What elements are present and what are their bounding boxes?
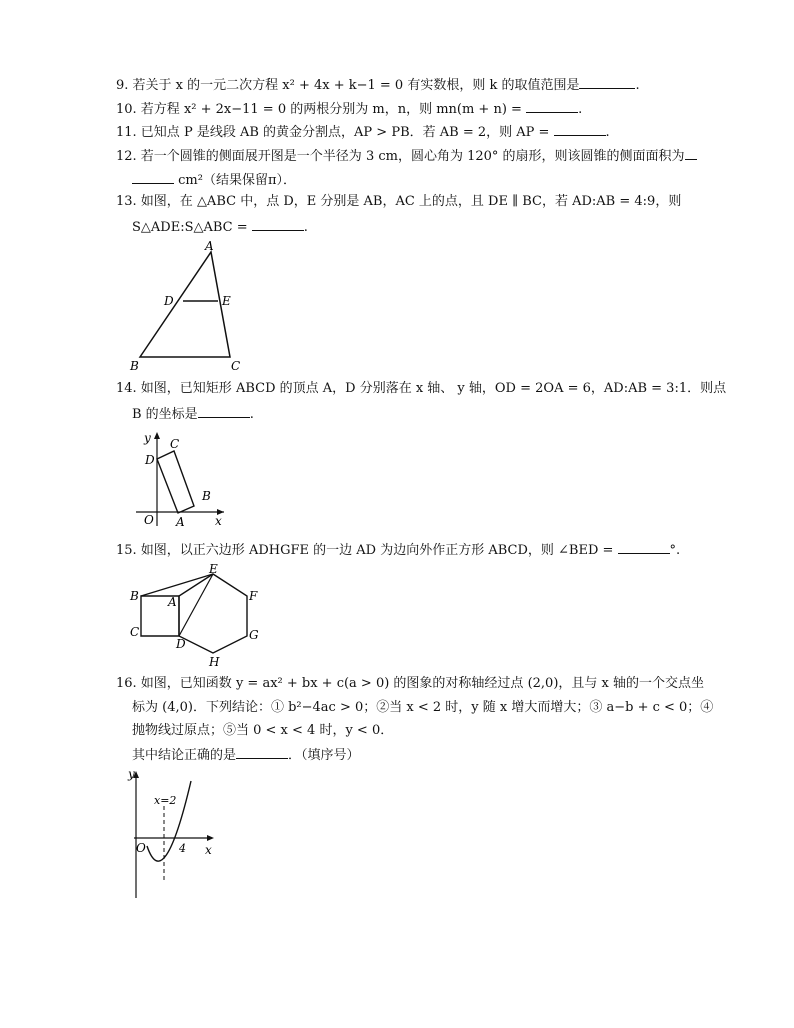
question-10 <box>116 100 582 118</box>
label-x: x <box>215 514 222 528</box>
label-C: C <box>231 359 241 373</box>
label-four: 4 <box>179 842 186 855</box>
question-9-tail: . <box>635 78 640 93</box>
label-D: D <box>164 294 174 308</box>
label-A: A <box>205 239 214 253</box>
hexagon-square-figure <box>126 562 266 672</box>
answer-blank-13[interactable] <box>252 218 304 231</box>
question-15-text: 15. 如图，以正六边形 ADHGFE 的一边 AD 为边向外作正方形 ABCD，则 ∠BED = <box>116 543 618 558</box>
question-14-text: 14. 如图，已知矩形 ABCD 的顶点 A，D 分别落在 x 轴、 y 轴，OD = 2OA = 6，AD:AB = 3:1．则点 <box>116 381 727 396</box>
question-11-text: 11. 已知点 P 是线段 AB 的黄金分割点，AP > PB．若 AB = 2，则 AP = <box>116 125 554 140</box>
label-B: B <box>130 359 139 373</box>
label-F: F <box>249 589 258 603</box>
answer-blank-14[interactable] <box>198 405 250 418</box>
question-16-text-4: 其中结论正确的是 <box>132 748 237 763</box>
label-axis: x=2 <box>154 794 177 807</box>
label-G: G <box>249 628 259 642</box>
question-12-text: 12. 若一个圆锥的侧面展开图是一个半径为 3 cm，圆心角为 120° 的扇形，则该圆锥的侧面面积为 <box>116 149 685 164</box>
answer-blank-9[interactable] <box>579 76 635 89</box>
question-13-ratio: S△ADE:S△ABC = <box>132 220 252 235</box>
label-E: E <box>209 562 218 576</box>
question-12-line-2 <box>132 171 296 189</box>
question-14-line-2 <box>132 405 254 423</box>
answer-blank-11[interactable] <box>554 123 606 136</box>
question-12-line-1 <box>116 147 697 165</box>
label-y: y <box>144 431 151 445</box>
question-16-line-4 <box>132 746 360 764</box>
answer-blank-15[interactable] <box>618 541 670 554</box>
question-9 <box>116 76 640 94</box>
question-9-text: 9. 若关于 x 的一元二次方程 x² + 4x + k−1 = 0 有实数根，则 k 的取值范围是 <box>116 78 580 93</box>
question-14-tail: . <box>249 407 254 422</box>
rectangle-axes-figure <box>130 428 230 528</box>
question-15 <box>116 541 680 559</box>
question-13-text: 13. 如图，在 △ABC 中，点 D，E 分别是 AB，AC 上的点，且 DE ∥ BC，若 AD:AB = 4:9，则 <box>116 194 682 209</box>
question-16-line-2 <box>132 700 713 716</box>
label-B: B <box>130 589 139 603</box>
question-16-text: 16. 如图，已知函数 y = ax² + bx + c(a > 0) 的图象的对称轴经过点 (2,0)，且与 x 轴的一个交点坐 <box>116 676 704 691</box>
question-13-line-2 <box>132 218 308 236</box>
label-B: B <box>202 489 211 503</box>
label-H: H <box>209 655 220 669</box>
question-11 <box>116 123 610 141</box>
label-C: C <box>130 625 140 639</box>
question-16-text-3: 抛物线过原点；⑤当 0 < x < 4 时，y < 0． <box>132 723 394 738</box>
question-16-line-3 <box>132 723 393 739</box>
label-O: O <box>136 841 146 855</box>
label-E: E <box>222 294 231 308</box>
question-16-text-2: 标为 (4,0)．下列结论：① b²−4ac > 0；②当 x < 2 时，y 随 x 增大而增大；③ a−b + c < 0；④ <box>132 700 714 715</box>
question-13-tail: . <box>303 220 308 235</box>
question-10-text: 10. 若方程 x² + 2x−11 = 0 的两根分别为 m，n，则 mn(m + n) = <box>116 102 527 117</box>
label-A: A <box>168 595 177 609</box>
answer-blank-10[interactable] <box>526 100 578 113</box>
label-O: O <box>144 513 154 527</box>
parabola-figure <box>128 766 224 902</box>
question-12-text-2: cm²（结果保留π）． <box>178 173 297 188</box>
triangle-figure <box>120 238 250 374</box>
label-A: A <box>176 515 185 529</box>
answer-blank-12b[interactable] <box>132 171 174 184</box>
question-14-line-1 <box>116 381 726 397</box>
answer-blank-12a[interactable] <box>685 147 697 160</box>
label-C: C <box>170 437 180 451</box>
label-D: D <box>176 637 186 651</box>
label-x: x <box>205 843 212 857</box>
question-14-text-2: B 的坐标是 <box>132 407 198 422</box>
label-y: y <box>128 767 135 781</box>
answer-blank-16[interactable] <box>236 746 288 759</box>
question-15-tail: °. <box>669 543 681 558</box>
question-10-tail: . <box>578 102 583 117</box>
label-D: D <box>145 453 155 467</box>
question-13-line-1 <box>116 194 681 210</box>
question-11-tail: . <box>605 125 610 140</box>
question-16-line-1 <box>116 676 704 692</box>
question-16-text-5: ．（填序号） <box>288 748 360 763</box>
